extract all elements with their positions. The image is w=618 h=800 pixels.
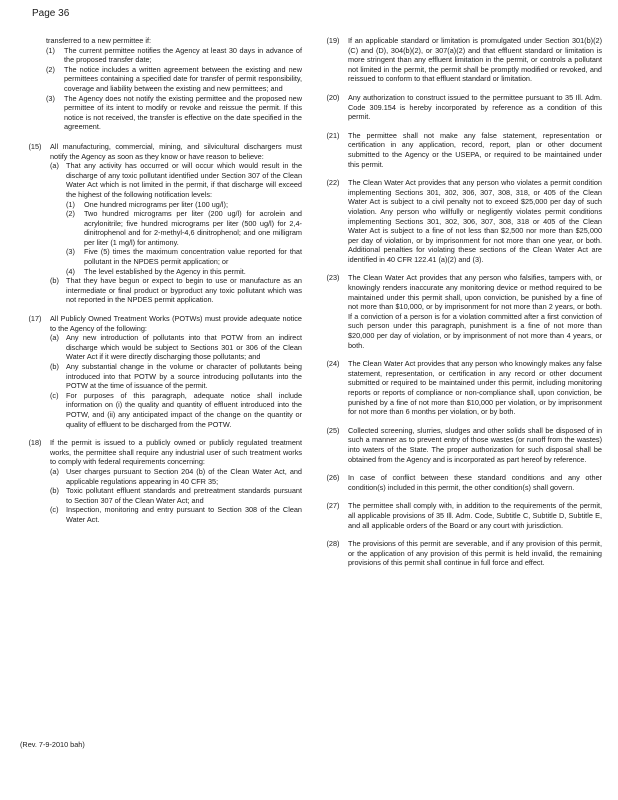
subcondition-text: User charges pursuant to Section 204 (b) of the Clean Water Act, and applicable regulations appearing in 40 CFR 35;: [66, 466, 302, 486]
subcondition: [50, 333, 302, 362]
condition-24: [318, 359, 602, 417]
subcondition-label: (b): [50, 362, 59, 371]
condition-21: [318, 131, 602, 169]
condition-28: [318, 539, 602, 568]
revision-footer: (Rev. 7-9-2010 bah): [20, 740, 85, 749]
condition-23: [318, 273, 602, 350]
subcondition-text: Inspection, monitoring and entry pursuant to Section 308 of the Clean Water Act.: [66, 505, 302, 524]
condition-text: The provisions of this permit are severable, and if any provision of this permit, or the application of any provision of this permit is held invalid, the remaining provisions of this permit shall continue in full force and effect.: [348, 539, 602, 568]
level-text: Two hundred micrograms per liter (200 ug/l) for acrolein and acrylonitrile; five hundred micrograms per liter (500 ug/l) for 2,4-dinitrophenol and for 2-methyl-4,6 dinitrophenol; and one milligram per liter (1 mg/l) for antimony.: [84, 209, 302, 247]
condition-27: [318, 501, 602, 530]
condition-number: (22): [326, 178, 340, 188]
condition-text: All Publicly Owned Treatment Works (POTWs) must provide adequate notice to the Agency of the following:: [50, 314, 302, 333]
condition-number: (23): [326, 273, 340, 283]
subcondition-label: (c): [50, 505, 59, 515]
condition-number: (15): [28, 141, 42, 151]
condition-number: (28): [326, 539, 340, 549]
subcondition: [50, 505, 302, 524]
condition-number: (24): [326, 359, 340, 369]
subcondition-text: Any new introduction of pollutants into that POTW from an indirect discharge which would be subject to Sections 301 or 306 of the Clean Water Act if it were directly discharging those pollutants; and: [66, 333, 302, 362]
condition-22: [318, 178, 602, 264]
condition-17: [20, 314, 302, 429]
notification-level: [66, 209, 302, 247]
condition-number: (20): [326, 92, 340, 102]
notification-level: [66, 247, 302, 266]
subcondition-label: (a): [50, 161, 59, 171]
right-column: [318, 36, 602, 577]
subcondition-label: (b): [50, 486, 59, 496]
condition-text: In case of conflict between these standard conditions and any other condition(s) included in this permit, the other condition(s) shall govern.: [348, 473, 602, 492]
condition-15: [20, 142, 302, 305]
condition-label: (3): [46, 93, 55, 103]
subcondition-text: That any activity has occurred or will occur which would result in the discharge of any toxic pollutant identified under Section 307 of the Clean Water Act which is not limited in the permit, if that discharge will exceed the highest of the following notification levels:: [66, 161, 302, 199]
subcondition-text: That they have begun or expect to begin to use or manufacture as an intermediate or final product or byproduct any toxic pollutant which was not reported in the NPDES permit application.: [66, 276, 302, 305]
level-label: (3): [66, 247, 75, 257]
condition-text: The Clean Water Act provides that any person who knowingly makes any false statement, representation, or certification in any record or other document submitted or required to be maintained under this permit, including monitoring reports or reports of compliance or non-compliance shall, upon conviction, be punished by a fine of not more than $10,000 per violation, or by imprisonment for not more than 6 months per violation, or by both.: [348, 359, 602, 417]
condition-label: (2): [46, 64, 55, 74]
condition-text: The permittee shall not make any false statement, representation or certification in any application, record, report, plan or other document submitted to the Agency or the USEPA, or required to be maintained under this permit.: [348, 130, 602, 169]
condition-25: [318, 426, 602, 464]
subcondition: [50, 362, 302, 391]
transfer-condition: [46, 94, 302, 132]
level-text: Five (5) times the maximum concentration value reported for that pollutant in the NPDES permit application; or: [84, 247, 302, 267]
notification-level: [66, 267, 302, 277]
subcondition-label: (a): [50, 466, 59, 476]
condition-number: (27): [326, 501, 340, 511]
transfer-condition: [46, 46, 302, 65]
transfer-intro: transferred to a new permittee if:: [46, 36, 152, 45]
subcondition-label: (a): [50, 333, 59, 343]
condition-text: The Clean Water Act provides that any person who falsifies, tampers with, or knowingly renders inaccurate any monitoring device or method required to be maintained under this permit shall, upon conviction, be punished by a fine of not more than $10,000, or by imprisonment for not more than 2 years, or both. If a conviction of a person is for a violation committed after a first conviction of such person under this paragraph, punishment is a fine of not more than $20,000 per day of violation, or by imprisonment of not more than 4 years, or both.: [348, 273, 602, 350]
condition-number: (25): [326, 425, 340, 435]
condition-text: The current permittee notifies the Agency at least 30 days in advance of the proposed transfer date;: [64, 45, 302, 65]
condition-26: [318, 473, 602, 492]
subcondition-label: (b): [50, 276, 59, 286]
condition-number: (19): [326, 36, 340, 45]
subcondition-text: Any substantial change in the volume or character of pollutants being introduced into that POTW by a source introducing pollutants into the POTW at the time of issuance of the permit.: [66, 362, 302, 391]
transfer-conditions: [46, 46, 302, 132]
condition-text: The Agency does not notify the existing permittee and the proposed new permittee of its intent to modify or revoke and reissue the permit. If this notice is not received, the transfer is effective on the date specified in the agreement.: [64, 93, 302, 132]
condition-text: If the permit is issued to a publicly owned or publicly regulated treatment works, the permittee shall require any industrial user of such treatment works to comply with federal requirements concerning:: [50, 438, 302, 467]
subcondition-text: Toxic pollutant effluent standards and pretreatment standards pursuant to Section 307 of the Clean Water Act; and: [66, 486, 302, 505]
level-label: (2): [66, 209, 75, 219]
subcondition-label: (c): [50, 390, 59, 400]
level-text: The level established by the Agency in this permit.: [84, 266, 246, 276]
condition-label: (1): [46, 45, 55, 55]
condition-19: [318, 36, 602, 84]
condition-text: Collected screening, slurries, sludges and other solids shall be disposed of in such a manner as to prevent entry of those wastes (or runoff from the wastes) into waters of the State. The proper authorization for such disposal shall be obtained from the Agency and is incorporated as part hereof by reference.: [348, 425, 602, 464]
level-text: One hundred micrograms per liter (100 ug/l);: [84, 199, 228, 209]
subcondition: [50, 486, 302, 505]
level-label: (4): [66, 266, 75, 276]
condition-text: Any authorization to construct issued to the permittee pursuant to 35 Ill. Adm. Code 309.154 is hereby incorporated by reference as a condition of this permit.: [348, 92, 602, 122]
condition-18: [20, 438, 302, 524]
condition-text: The notice includes a written agreement between the existing and new permittees containing a specified date for transfer of permit responsibility, coverage and liability between the existing and new permittees; and: [64, 64, 302, 93]
subcondition-text: For purposes of this paragraph, adequate notice shall include information on (i) the quality and quantity of effluent introduced into the POTW, and (ii) any anticipated impact of the change on the quantity or quality of effluent to be discharged from the POTW.: [66, 390, 302, 429]
left-column: [20, 36, 302, 534]
subcondition: [50, 276, 302, 305]
condition-text: The permittee shall comply with, in addition to the requirements of the permit, all applicable provisions of 35 Ill. Adm. Code, Subtitle C, Subtitle D, Subtitle E, and all applicable orders of the Board or any court with jurisdiction.: [348, 501, 602, 530]
condition-text: All manufacturing, commercial, mining, and silvicultural dischargers must notify the Agency as soon as they know or have reason to believe:: [50, 141, 302, 161]
condition-number: (26): [326, 473, 340, 483]
condition-20: [318, 93, 602, 122]
level-label: (1): [66, 199, 75, 209]
condition-text: If an applicable standard or limitation is promulgated under Section 301(b)(2)(C) and (D), 304(b)(2), or 307(a)(2) and that effluent standard or limitation is more stringent than any effluent limitation in the permit, or controls a pollutant not limited in the permit, the permit shall be promptly modified or revoked, and reissued to conform to that effluent standard or limitation.: [348, 36, 602, 84]
subcondition: [50, 161, 302, 199]
condition-number: (17): [28, 314, 42, 324]
condition-number: (18): [28, 438, 42, 448]
transfer-condition: [46, 65, 302, 94]
subcondition: [50, 391, 302, 429]
condition-text: The Clean Water Act provides that any person who violates a permit condition implementing Sections 301, 302, 306, 307, 308, 318, or 405 of the Clean Water Act is subject to a civil penalty not to exceed $25,000 per day of such violation. Any person who willfully or negligently violates permit conditions implementing Sections 301, 302, 306, 307, 308, 318 or 405 of the Clean Water Act is subject to a fine of not less than $2,500 nor more than $25,000 per day of violation, or by imprisonment for not more than one year, or both. Additional penalties for violating these sections of the Clean Water Act are identified in 40 CFR 122.41 (a)(2) and (3).: [348, 178, 602, 264]
condition-number: (21): [326, 130, 340, 140]
page-number: Page 36: [32, 8, 70, 19]
notification-level: [66, 200, 302, 210]
subcondition: [50, 467, 302, 486]
